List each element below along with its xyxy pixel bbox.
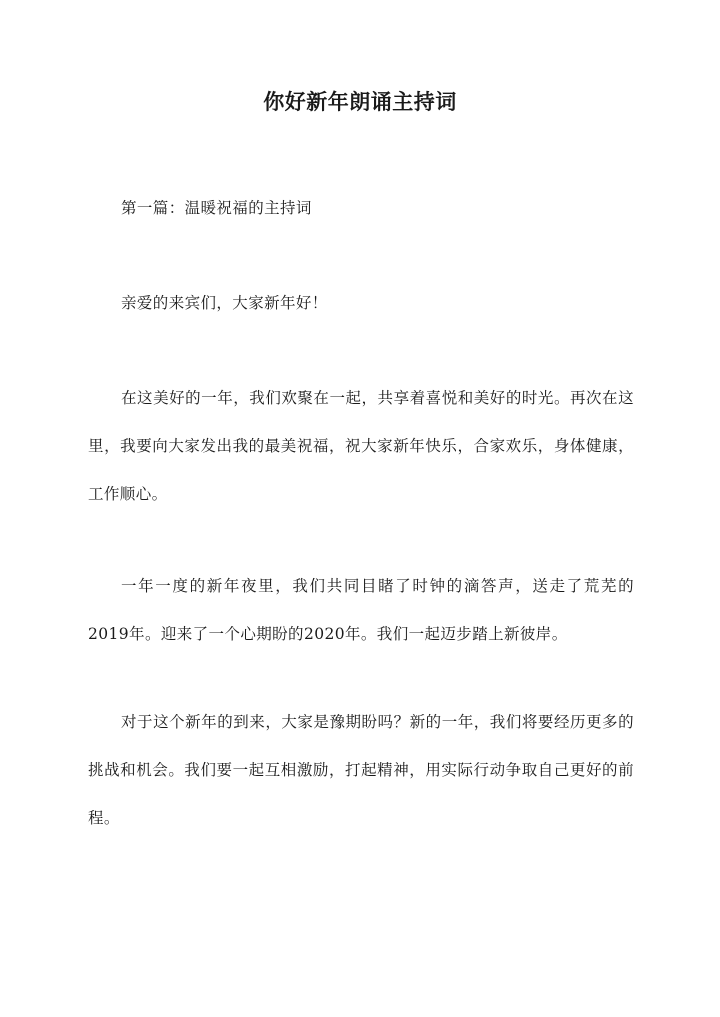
body-paragraph-blessing: 在这美好的一年，我们欢聚在一起，共享着喜悦和美好的时光。再次在这里，我要向大家发出我的最美祝福，祝大家新年快乐，合家欢乐，身体健康，工作顺心。 [88,389,634,503]
section-heading: 第一篇：温暖祝福的主持词 [121,199,312,217]
greeting-paragraph: 亲爱的来宾们，大家新年好！ [121,294,328,312]
body-paragraph-new-year-eve: 一年一度的新年夜里，我们共同目睹了时钟的滴答声，送走了荒芜的2019年。迎来了一个心期盼的2020年。我们一起迈步踏上新彼岸。 [88,577,634,643]
body-paragraph-challenges: 对于这个新年的到来，大家是豫期盼吗？新的一年，我们将要经历更多的挑战和机会。我们要一起互相激励，打起精神，用实际行动争取自己更好的前程。 [88,713,634,827]
document-title: 你好新年朗诵主持词 [263,89,457,114]
